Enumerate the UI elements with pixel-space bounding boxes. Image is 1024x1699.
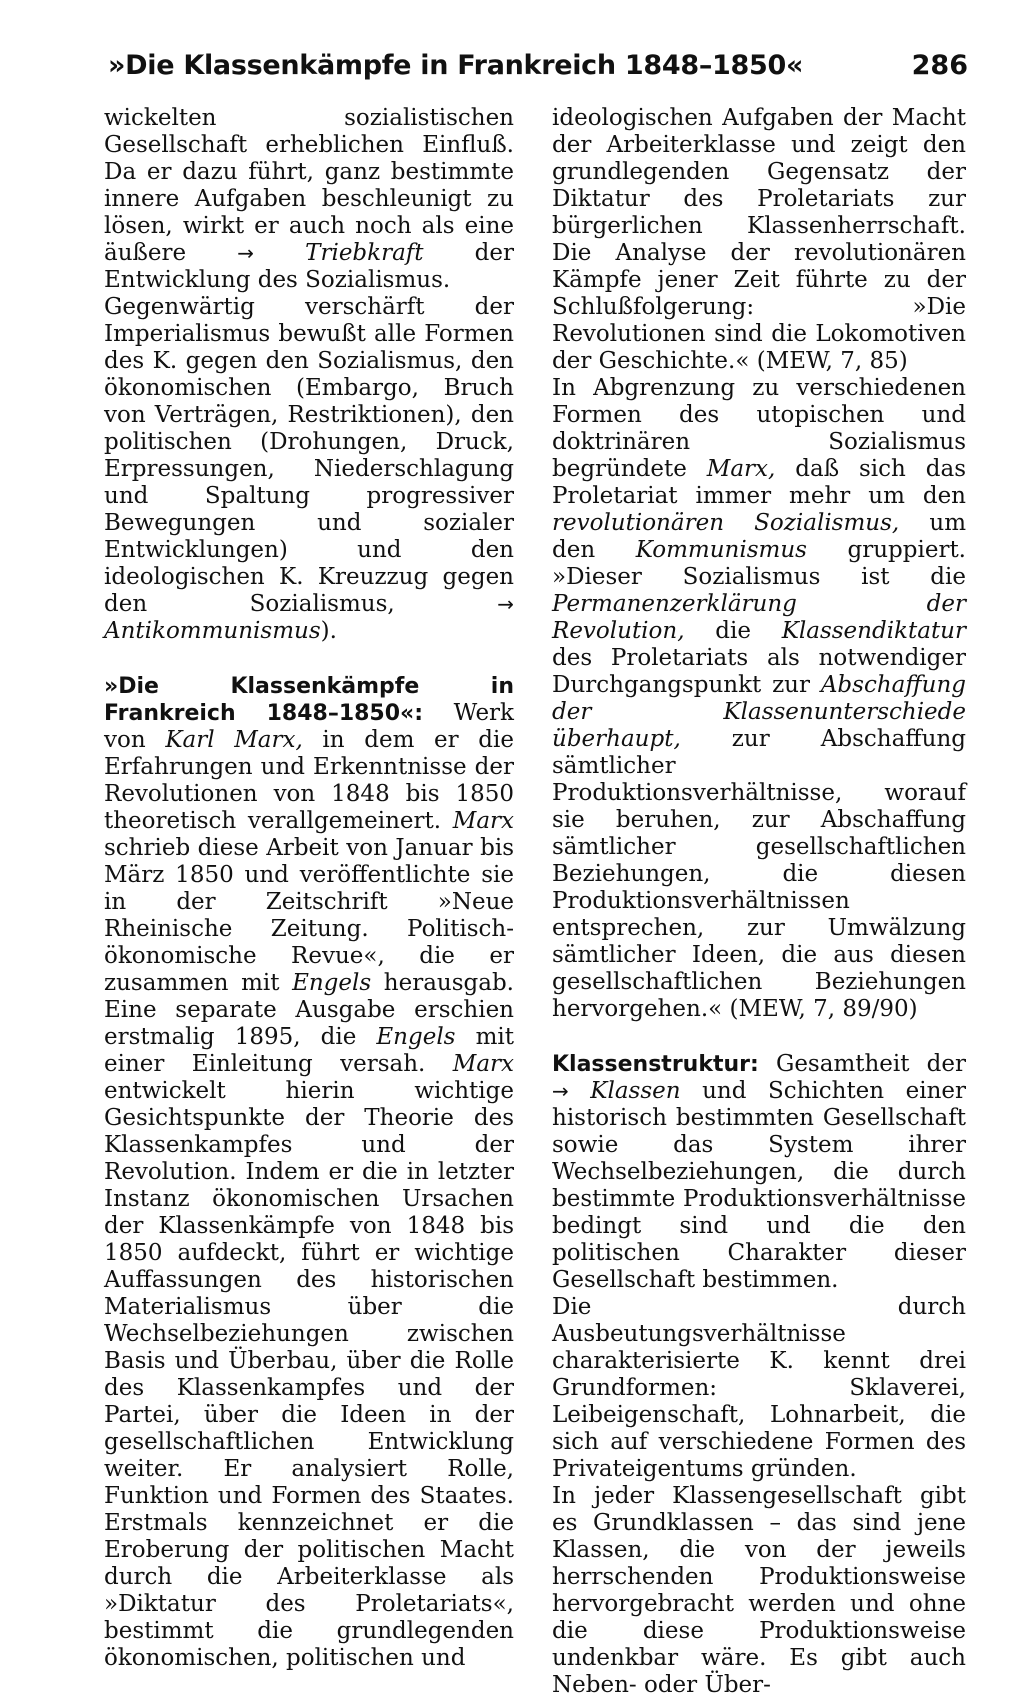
cross-reference-link[interactable]: Triebkraft [305, 240, 424, 266]
paragraph: Die durch Ausbeutungsverhältnisse charakterisierte K. kennt drei Grundformen: Sklaverei, Leibeigenschaft, Lohnarbeit, die sich auf verschiedene Formen des Privateigentums gründen. [552, 1294, 966, 1482]
page-number: 286 [911, 50, 968, 81]
cross-reference-arrow-icon: → [237, 241, 254, 265]
paragraph: Gegenwärtig verschärft der Imperialismus bewußt alle Formen des K. gegen den Sozialismus, den ökonomischen (Embargo, Bruch von Verträgen, Restriktionen), den politischen (Drohungen, Druck, Erpressungen, Niederschlagung und Spaltung progressiver Bewegungen und sozialer Entwicklungen) und den ideologischen K. Kreuzzug gegen den Sozialismus, → Antikommunismus). [104, 294, 514, 644]
paragraph: ideologischen Aufgaben der Macht der Arbeiterklasse und zeigt den grundlegenden Gegensatz der Diktatur des Proletariats zur bürgerlichen Klassenherrschaft. Die Analyse der revolutionären Kämpfe jener Zeit führte zu der Schlußfolgerung: »Die Revolutionen sind die Lokomotiven der Geschichte.« (MEW, 7, 85) [552, 105, 966, 374]
right-column [552, 105, 966, 1699]
running-title: »Die Klassenkämpfe in Frankreich 1848–1850« [108, 50, 804, 81]
entry-headword: Klassenstruktur: [552, 1052, 759, 1077]
cross-reference-arrow-icon: → [497, 592, 514, 616]
paragraph: wickelten sozialistischen Gesellschaft erheblichen Einfluß. Da er dazu führt, ganz bestimmte innere Aufgaben beschleunigt zu lösen, wirkt er auch noch als eine äußere → Triebkraft der Entwicklung des Sozialismus. [104, 105, 515, 293]
dictionary-entry: »Die Klassenkämpfe in Frankreich 1848–1850«: Werk von Karl Marx, in dem er die Erfahrungen und Erkenntnisse der Revolutionen von 1848 bis 1850 theoretisch verallgemeinert. Marx schrieb diese Arbeit von Januar bis März 1850 und veröffentlichte sie in der Zeitschrift »Neue Rheinische Zeitung. Politisch-ökonomische Revue«, die er zusammen mit Engels herausgab. Eine separate Ausgabe erschien erstmalig 1895, die Engels mit einer Einleitung versah. Marx entwickelt hierin wichtige Gesichtspunkte der Theorie des Klassenkampfes und der Revolution. Indem er die in letzter Instanz ökonomischen Ursachen der Klassenkämpfe von 1848 bis 1850 aufdeckt, führt er wichtige Auffassungen des historischen Materialismus über die Wechselbeziehungen zwischen Basis und Überbau, über die Rolle des Klassenkampfes und der Partei, über die Ideen in der gesellschaftlichen Entwicklung weiter. Er analysiert Rolle, Funktion und Formen des Staates. Erstmals kennzeichnet er die Eroberung der politischen Macht durch die Arbeiterklasse als »Diktatur des Proletariats«, bestimmt die grundlegenden ökonomischen, politischen und [104, 674, 514, 1671]
paragraph: In Abgrenzung zu verschiedenen Formen des utopischen und doktrinären Sozialismus begründete Marx, daß sich das Proletariat immer mehr um den revolutionären Sozialismus, um den Kommunismus gruppiert. »Dieser Sozialismus ist die Permanenzerklärung der Revolution, die Klassendiktatur des Proletariats als notwendiger Durchgangspunkt zur Abschaffung der Klassenunterschiede überhaupt, zur Abschaffung sämtlicher Produktionsverhältnisse, worauf sie beruhen, zur Abschaffung sämtlicher gesellschaftlichen Beziehungen, die diesen Produktionsverhältnissen entsprechen, zur Umwälzung sämtlicher Ideen, die aus diesen gesellschaftlichen Beziehungen hervorgehen.« (MEW, 7, 89/90) [552, 375, 967, 1022]
left-column [104, 105, 514, 1672]
cross-reference-arrow-icon: → [552, 1079, 569, 1103]
dictionary-entry: Klassenstruktur: Gesamtheit der → Klassen und Schichten einer historisch bestimmten Gesellschaft sowie das System ihrer Wechselbeziehungen, die durch bestimmte Produktionsverhältnisse bedingt sind und die den politischen Charakter dieser Gesellschaft bestimmen. [552, 1051, 967, 1293]
page-header [108, 46, 968, 90]
cross-reference-link[interactable]: Klassen [590, 1078, 681, 1104]
entry-headword: »Die Klassenkämpfe in Frankreich 1848–1850«: [104, 674, 514, 726]
cross-reference-link[interactable]: Antikommunismus [104, 618, 321, 644]
paragraph: In jeder Klassengesellschaft gibt es Grundklassen – das sind jene Klassen, die von der jeweils herrschenden Produktionsweise hervorgebracht werden und ohne die diese Produktionsweise undenkbar wäre. Es gibt auch Neben- oder Über- [552, 1483, 966, 1698]
